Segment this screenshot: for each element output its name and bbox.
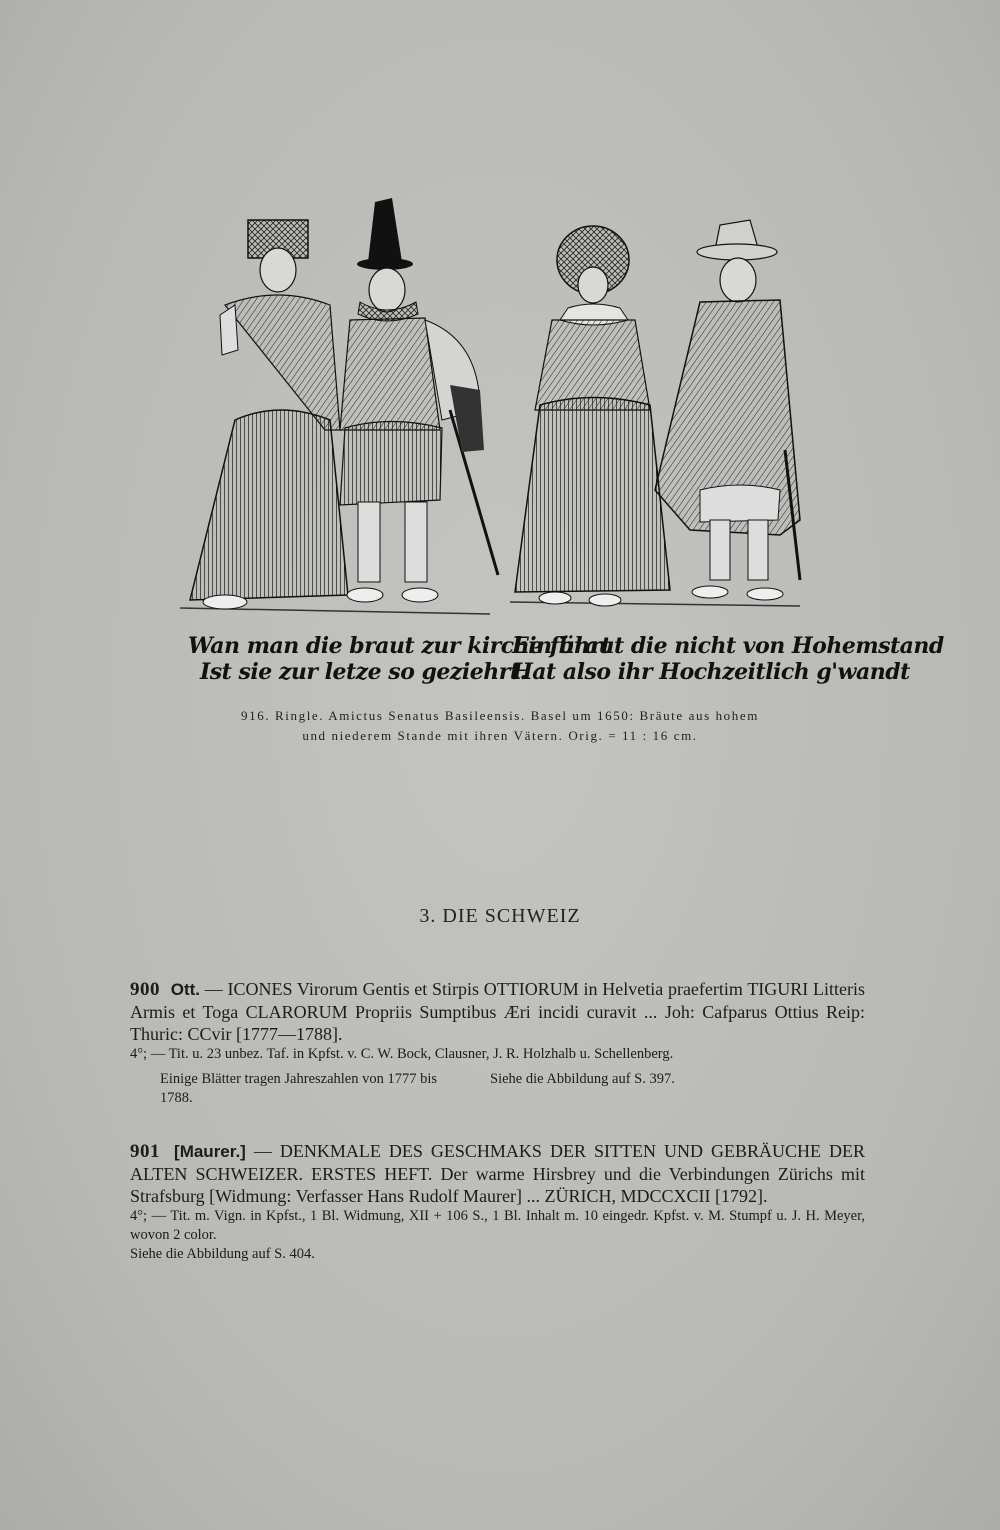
father-high-estate xyxy=(340,198,498,602)
entry-author: [Maurer.] xyxy=(174,1142,246,1161)
entry-author: Ott. xyxy=(170,980,201,999)
verse-right-line1: Ein braut die nicht von Hohemstand xyxy=(512,633,944,659)
catalog-entry-900 xyxy=(130,978,865,1108)
entry-900-main xyxy=(130,978,865,1045)
figure-caption xyxy=(160,706,840,746)
engraving-svg xyxy=(180,190,820,620)
entry-900-remark-left: Einige Blätter tragen Jahreszahlen von 1777 bis 1788. xyxy=(160,1071,438,1106)
figure-caption-line1: 916. Ringle. Amictus Senatus Basileensis. Basel um 1650: Bräute aus hohem xyxy=(241,708,759,723)
entry-900-remark-right: Siehe die Abbildung auf S. 397. xyxy=(490,1071,675,1087)
verse-left-line1: Wan man die braut zur kirche führt xyxy=(188,633,611,659)
entry-900-remarks xyxy=(130,1070,865,1108)
figure-caption-line2: und niederem Stande mit ihren Vätern. Orig. = 11 : 16 cm. xyxy=(302,728,698,743)
bride-high-estate xyxy=(190,220,348,609)
costume-engraving xyxy=(180,190,820,620)
catalog-entry-901 xyxy=(130,1140,865,1264)
verse-left-line2: Ist sie zur letze so geziehrt. xyxy=(200,659,527,685)
entry-901-note: 4°; — Tit. m. Vign. in Kpfst., 1 Bl. Widmung, XII + 106 S., 1 Bl. Inhalt m. 10 eingedr. Kpfst. v. M. Stumpf u. J. H. Meyer, wovon 2 color. xyxy=(130,1208,865,1243)
entry-901-remark: Siehe die Abbildung auf S. 404. xyxy=(130,1246,315,1262)
entry-900-note: 4°; — Tit. u. 23 unbez. Taf. in Kpfst. v. C. W. Bock, Clausner, J. R. Holzhalb u. Schellenberg. xyxy=(130,1046,674,1062)
entry-number: 900 xyxy=(130,979,160,1000)
entry-number: 901 xyxy=(130,1141,160,1162)
entry-title-text: — ICONES Virorum Gentis et Stirpis OTTIORUM in Helvetia praefertim TIGURI Litteris Armis et Toga CLARORUM Propriis Sumptibus Æri incidi curavit ... Joh: Cafparus Ottius Reip: Thuric: CCvir [1777—1788]. xyxy=(130,979,866,1044)
entry-title-text: — DENKMALE DES GESCHMAKS DER SITTEN UND GEBRÄUCHE DER ALTEN SCHWEIZER. ERSTES HEFT. Der warme Hirsbrey und die Verbindungen Zürichs mit Strafsburg [Widmung: Verfasser Hans Rudolf Maurer] ... ZÜRICH, MDCCXCII [1792]. xyxy=(130,1141,866,1206)
verse-right xyxy=(512,633,944,685)
bride-low-estate xyxy=(515,226,670,606)
section-title: 3. DIE SCHWEIZ xyxy=(419,905,581,927)
father-low-estate xyxy=(655,220,800,600)
entry-901-main xyxy=(130,1140,865,1207)
verse-right-line2: Hat also ihr Hochzeitlich g'wandt xyxy=(512,659,910,685)
